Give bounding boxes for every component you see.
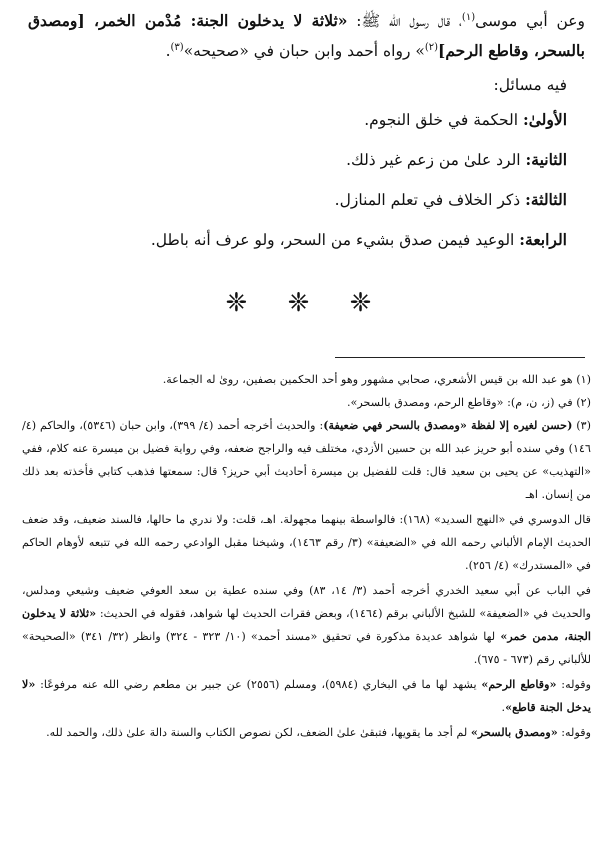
footnote-3-para-5-b: لم أجد ما يقويها، فتبقىٰ علىٰ الضعف، لكن نصوص الكتاب والسنة دالة علىٰ ذلك، والحمد لله.	[46, 726, 471, 739]
footnote-3-para-3-text: في الباب عن أبي سعيد الخدري أخرجه أحمد (٣/ ١٤، ٨٣) وفي سنده عطية بن سعد العوفي ضعيف وشيعي ومدلس، والحديث في «الضعيفة» للشيخ الألباني برقم (١٤٦٤)، وبعض فقرات الحديث لها شواهد، فقوله في الحديث:	[22, 584, 591, 620]
issue-label: الأولىٰ:	[523, 110, 567, 129]
hadith-quote: «ثلاثة لا يدخلون الجنة: مُدْمن الخمر، [ومصدق بالسحر، وقاطع الرحم]	[28, 11, 585, 60]
footnote-3-number: (٣)	[572, 419, 592, 432]
hadith-paragraph	[28, 6, 585, 66]
footnote-ref-1[interactable]: (١)	[461, 11, 476, 23]
hadith-outro: » رواه أحمد وابن حبان في «صحيحه»	[183, 42, 425, 60]
issue-item	[28, 220, 567, 260]
hadith-end: .	[165, 42, 171, 60]
footnote-separator	[335, 357, 585, 358]
footnote-3-para-4	[22, 673, 591, 719]
hadith-intro: وعن أبي موسى	[475, 12, 585, 30]
footnote-3-para-4-quote-2: «لا يدخل الجنة قاطع»	[22, 677, 591, 714]
issue-label: الرابعة:	[519, 230, 567, 249]
issue-text: الرد علىٰ من زعم غير ذلك.	[346, 151, 526, 169]
footnote-3-para-3-text-2: لها شواهد عديدة مذكورة في تحقيق «مسند أحمد» (١٠/ ٣٢٣ - ٣٢٤) وانظر (٣٢/ ٣٤١) «الصحيحة» للألباني رقم (٦٧٣ - ٦٧٥).	[22, 630, 591, 666]
issue-item	[28, 100, 567, 140]
ornament-divider-icon: ❈ ❈ ❈	[225, 288, 388, 318]
footnote-3-para-4-quote: «وقاطع الرحم»	[481, 677, 557, 691]
issues-title: فيه مسائل:	[493, 76, 567, 94]
hadith-said: ، قال رسول الله ﷺ:	[347, 12, 462, 30]
issue-text: ذكر الخلاف في تعلم المنازل.	[334, 191, 526, 209]
issue-label: الثانية:	[525, 150, 567, 169]
issue-label: الثالثة:	[525, 190, 567, 209]
issue-text: الوعيد فيمن صدق بشيء من السحر، ولو عرف أنه باطل.	[150, 231, 520, 249]
issues-section	[28, 70, 567, 260]
footnote-3-grading: (حسن لغيره إلا لفظة «ومصدق بالسحر فهي ضعيفة)	[323, 418, 573, 432]
footnote-3-text: : والحديث أخرجه أحمد (٤/ ٣٩٩)، وابن حبان (٥٣٤٦)، والحاكم (٤/ ١٤٦) وفي سنده أبو حريز عبد الله بن حسين الأزدي، مختلف فيه والراجح ضعفه، وفي رواية فضيل بن ميسرة عنه كلام، ففي «التهذيب» عن يحيى بن سعيد قال: قلت للفضيل بن ميسرة أحاديث أبي حريز؟ قال: سمعتها فذهب كتابي فأخذته بعد ذلك من إنسان. اهـ	[22, 419, 591, 501]
footnote-3-para-4-b: يشهد لها ما في البخاري (٥٩٨٤)، ومسلم (٢٥٥٦) عن جبير بن مطعم رضي الله عنه مرفوعًا:	[35, 678, 482, 691]
footnote-3-para-4-c: .	[501, 701, 506, 714]
issue-text: الحكمة في خلق النجوم.	[364, 111, 523, 129]
footnote-3	[22, 414, 591, 506]
issue-item	[28, 180, 567, 220]
main-text	[28, 6, 585, 260]
footnote-3-para-5-a: وقوله:	[557, 726, 591, 739]
footnote-3-para-3-quote: «ثلاثة لا يدخلون الجنة، مدمن خمر»	[22, 606, 591, 643]
footnote-2: (٢) في (ز، ن، م): «وقاطع الرحم، ومصدق بالسحر».	[346, 396, 591, 409]
footnote-1: (١) هو عبد الله بن قيس الأشعري، صحابي مشهور وهو أحد الحكمين بصفين، رویٰ له الجماعة.	[162, 373, 591, 386]
footnote-ref-2[interactable]: (٢)	[424, 41, 439, 53]
issue-item	[28, 140, 567, 180]
footnote-3-para-4-a: وقوله:	[556, 678, 592, 691]
footnote-3-para-3	[22, 579, 591, 671]
footnote-3-para-5-quote: «ومصدق بالسحر»	[470, 725, 558, 739]
footnotes	[22, 368, 591, 744]
footnote-3-para-5	[22, 721, 591, 744]
footnote-ref-3[interactable]: (٣)	[170, 41, 184, 53]
footnote-3-para-2: قال الدوسري في «النهج السديد» (١٦٨): فالواسطة بينهما مجهولة. اهـ، قلت: ولا ندري ما حالها، فالسند ضعيف، وقد ضعف الحديث الإمام الألباني رحمه الله في «الضعيفة» (٣/ رقم ١٤٦٣)، وشيخنا مقبل الوادعي رحمه الله في تتبعه لأوهام الحاكم في «المستدرك» (٤/ ٢٥٦).	[22, 513, 591, 572]
